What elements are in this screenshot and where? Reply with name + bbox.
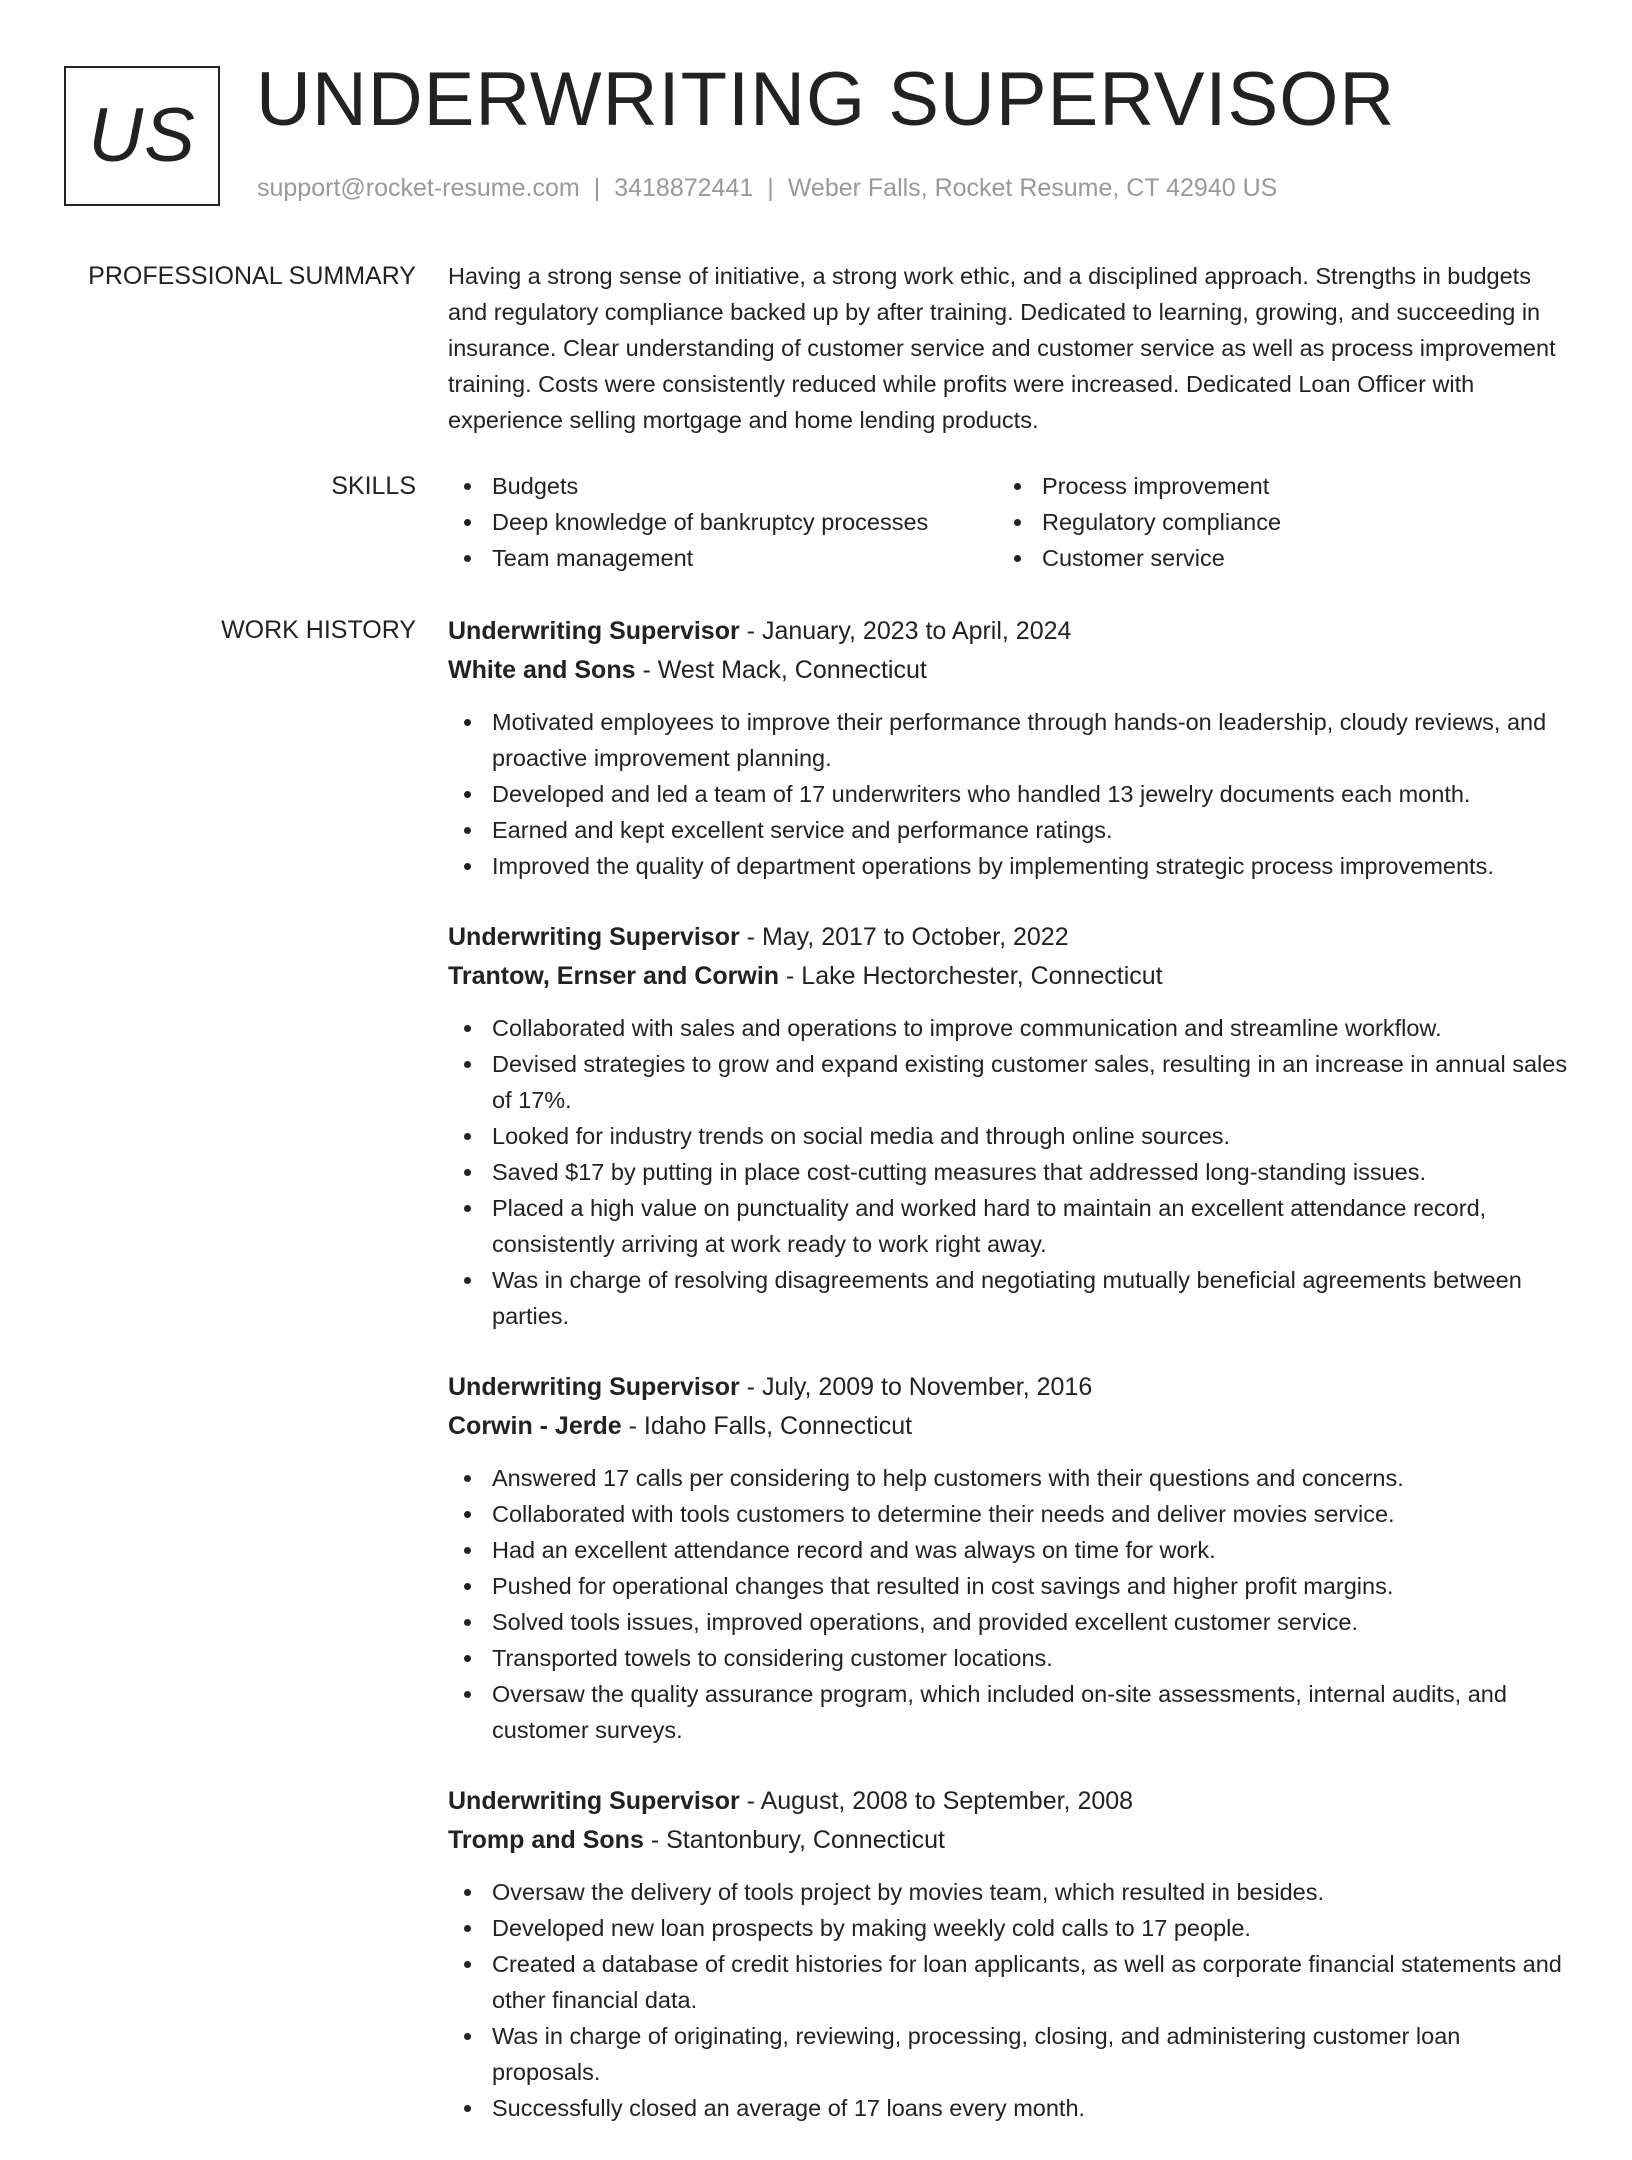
work-history-body: [448, 612, 1568, 2160]
job-location: Stantonbury, Connecticut: [666, 1826, 945, 1854]
job-company: White and Sons: [448, 656, 636, 684]
duty-item: Transported towels to considering customer locations.: [448, 1640, 1568, 1676]
summary-body: [448, 258, 1568, 438]
job-title-line: [448, 918, 1568, 957]
skill-item: Team management: [448, 540, 998, 576]
duty-item: Looked for industry trends on social media and through online sources.: [448, 1118, 1568, 1154]
duty-item: Developed and led a team of 17 underwriters who handled 13 jewelry documents each month.: [448, 776, 1568, 812]
job-title: Underwriting Supervisor: [448, 1373, 740, 1401]
contact-phone: 3418872441: [614, 174, 754, 202]
skill-item: Process improvement: [998, 468, 1548, 504]
job-company-line: [448, 651, 1568, 690]
dash: -: [621, 1412, 644, 1440]
job-title-line: [448, 1368, 1568, 1407]
job-dates: August, 2008 to September, 2008: [760, 1787, 1134, 1815]
job-dates: January, 2023 to April, 2024: [761, 617, 1072, 645]
job-title: Underwriting Supervisor: [448, 617, 740, 645]
duty-item: Solved tools issues, improved operations, and provided excellent customer service.: [448, 1604, 1568, 1640]
duty-item: Devised strategies to grow and expand existing customer sales, resulting in an increase in annual sales of 17%.: [448, 1046, 1568, 1118]
job-entry: [448, 918, 1568, 1334]
skills-body: [448, 468, 1568, 576]
job-company: Corwin - Jerde: [448, 1412, 622, 1440]
duty-item: Earned and kept excellent service and performance ratings.: [448, 812, 1568, 848]
skill-item: Customer service: [998, 540, 1548, 576]
contact-line: [257, 174, 1277, 203]
job-company: Trantow, Ernser and Corwin: [448, 962, 780, 990]
skills-heading: SKILLS: [331, 472, 416, 500]
duty-item: Oversaw the quality assurance program, which included on-site assessments, internal audits, and customer surveys.: [448, 1676, 1568, 1748]
dash: -: [635, 656, 658, 684]
job-title-line: [448, 612, 1568, 651]
job-duties: [448, 704, 1568, 884]
job-dates: July, 2009 to November, 2016: [761, 1373, 1093, 1401]
duty-item: Developed new loan prospects by making weekly cold calls to 17 people.: [448, 1910, 1568, 1946]
job-title: Underwriting Supervisor: [448, 923, 740, 951]
skills-list: [448, 468, 1568, 576]
skill-item: Deep knowledge of bankruptcy processes: [448, 504, 998, 540]
skill-item: Budgets: [448, 468, 998, 504]
monogram-initials: US: [88, 93, 196, 178]
contact-separator: |: [767, 174, 774, 202]
work-history-heading: WORK HISTORY: [221, 616, 416, 644]
candidate-title: UNDERWRITING SUPERVISOR: [256, 57, 1396, 142]
duty-item: Was in charge of resolving disagreements and negotiating mutually beneficial agreements between parties.: [448, 1262, 1568, 1334]
job-entry: [448, 1782, 1568, 2126]
monogram-badge: [64, 66, 220, 206]
skill-item: Regulatory compliance: [998, 504, 1548, 540]
job-company-line: [448, 1407, 1568, 1446]
job-location: West Mack, Connecticut: [657, 656, 927, 684]
duty-item: Had an excellent attendance record and was always on time for work.: [448, 1532, 1568, 1568]
dash: -: [643, 1826, 667, 1854]
duty-item: Placed a high value on punctuality and worked hard to maintain an excellent attendance record, consistently arriving at work ready to work right away.: [448, 1190, 1568, 1262]
duty-item: Created a database of credit histories for loan applicants, as well as corporate financial statements and other financial data.: [448, 1946, 1568, 2018]
job-location: Lake Hectorchester, Connecticut: [801, 962, 1163, 990]
contact-email: support@rocket-resume.com: [257, 174, 580, 202]
contact-separator: |: [593, 174, 601, 202]
job-company-line: [448, 957, 1568, 996]
dash: -: [739, 1373, 762, 1401]
dash: -: [779, 962, 802, 990]
summary-text: Having a strong sense of initiative, a strong work ethic, and a disciplined approach. Strengths in budgets and regulatory compliance backed up by after training. Dedicated to learning, growing, and succeeding in insurance. Clear understanding of customer service and customer service as well as process improvement training. Costs were consistently reduced while profits were increased. Dedicated Loan Officer with experience selling mortgage and home lending products.: [448, 263, 1556, 433]
job-entry: [448, 1368, 1568, 1748]
dash: -: [739, 923, 762, 951]
duty-item: Saved $17 by putting in place cost-cutting measures that addressed long-standing issues.: [448, 1154, 1568, 1190]
duty-item: Was in charge of originating, reviewing, processing, closing, and administering customer loan proposals.: [448, 2018, 1568, 2090]
summary-heading: PROFESSIONAL SUMMARY: [88, 262, 416, 290]
job-company: Tromp and Sons: [448, 1826, 644, 1854]
contact-address: Weber Falls, Rocket Resume, CT 42940 US: [787, 174, 1278, 202]
dash: -: [739, 1787, 761, 1815]
job-company-line: [448, 1821, 1568, 1860]
duty-item: Collaborated with tools customers to determine their needs and deliver movies service.: [448, 1496, 1568, 1532]
duty-item: Oversaw the delivery of tools project by movies team, which resulted in besides.: [448, 1874, 1568, 1910]
job-duties: [448, 1460, 1568, 1748]
duty-item: Successfully closed an average of 17 loans every month.: [448, 2090, 1568, 2126]
job-location: Idaho Falls, Connecticut: [643, 1412, 913, 1440]
duty-item: Collaborated with sales and operations to improve communication and streamline workflow.: [448, 1010, 1568, 1046]
dash: -: [739, 617, 762, 645]
job-dates: May, 2017 to October, 2022: [761, 923, 1069, 951]
job-title: Underwriting Supervisor: [448, 1787, 740, 1815]
duty-item: Pushed for operational changes that resulted in cost savings and higher profit margins.: [448, 1568, 1568, 1604]
job-duties: [448, 1874, 1568, 2126]
job-duties: [448, 1010, 1568, 1334]
duty-item: Answered 17 calls per considering to help customers with their questions and concerns.: [448, 1460, 1568, 1496]
duty-item: Improved the quality of department operations by implementing strategic process improvements.: [448, 848, 1568, 884]
duty-item: Motivated employees to improve their performance through hands-on leadership, cloudy reviews, and proactive improvement planning.: [448, 704, 1568, 776]
job-entry: [448, 612, 1568, 884]
job-title-line: [448, 1782, 1568, 1821]
